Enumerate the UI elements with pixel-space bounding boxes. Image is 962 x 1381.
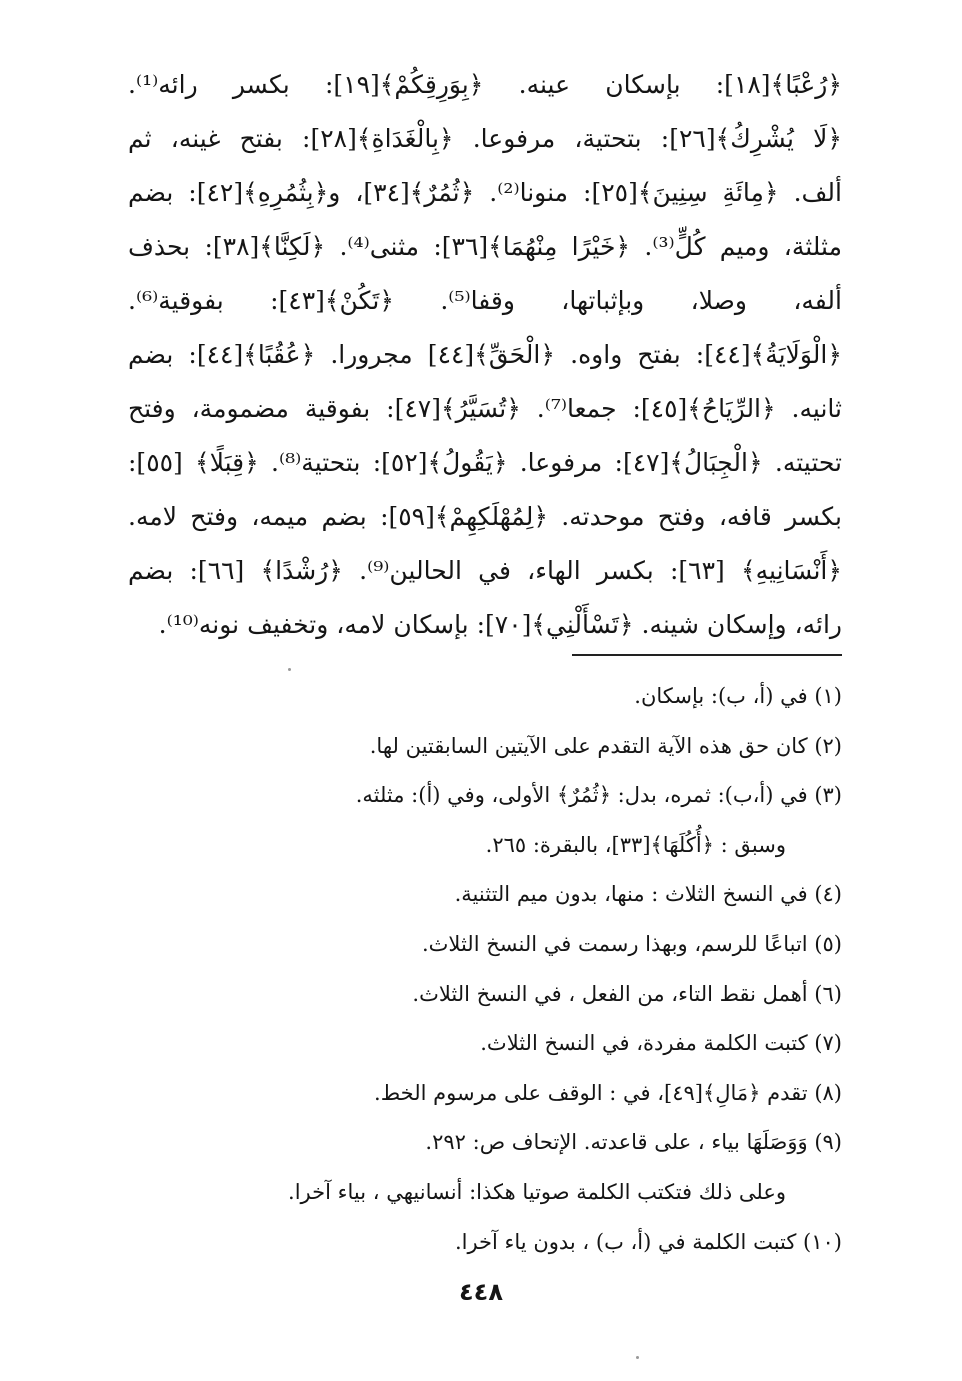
footnote: (٣) في (أ،ب): ثمره، بدل: ﴿ثُمُرٌ﴾ الأولى، وفي (أ): مثلثه. bbox=[355, 783, 842, 808]
text-line: رائه، وإسكان شينه. ﴿تَسْأَلْنِي﴾[٧٠]: بإسكان لامه، وتخفيف نونه⁽¹⁰⁾. bbox=[158, 610, 842, 639]
text-line: ﴿الْوَلَايَةُ﴾[٤٤]: بفتح واوه. ﴿الْحَقِّ﴾[٤٤] مجرورا. ﴿عُقُبًا﴾[٤٤]: بضم bbox=[128, 340, 842, 369]
footnote-continuation: وسبق : ﴿أُكُلَهَا﴾[٣٣]، بالبقرة: ٢٦٥. bbox=[485, 832, 786, 857]
footnote: (١٠) كتبت الكلمة في (أ، ب) ، بدون ياء آخرا. bbox=[454, 1229, 842, 1254]
text-line: ﴿لَا يُشْرِكُ﴾[٢٦]: بتحتية، مرفوعا. ﴿بِالْغَدَاةِ﴾[٢٨]: بفتح غينه، ثم bbox=[128, 124, 842, 153]
footnote: (٦) أهمل نقط التاء، من الفعل ، في النسخ الثلاث. bbox=[412, 981, 842, 1006]
text-line: ألفه، وصلا، وبإثباتها، وقفا⁽⁵⁾. ﴿تَكُنْ﴾[٤٣]: بفوقية⁽⁶⁾. bbox=[128, 286, 842, 315]
footnote: (٤) في النسخ الثلاث : منها، بدون ميم التثنية. bbox=[454, 882, 842, 907]
text-line: تحتيته. ﴿الْجِبَالُ﴾[٤٧]: مرفوعا. ﴿يَقُولُ﴾[٥٢]: بتحتية⁽⁸⁾. ﴿قِبَلًا﴾ [٥٥]: bbox=[128, 448, 842, 477]
footnote: (٥) اتباعًا للرسم، وبهذا رسمت في النسخ الثلاث. bbox=[421, 931, 842, 956]
text-line: ألف. ﴿مِائَةِ سِنِينَ﴾[٢٥]: منونا⁽²⁾. ﴿ثُمُرٌ﴾[٣٤]، و﴿بِثُمُرِهِ﴾[٤٢]: بضم bbox=[128, 178, 842, 207]
text-line: ﴿أَنْسَانِيهِ﴾ [٦٣]: بكسر الهاء، في الحالين⁽⁹⁾. ﴿رُشْدًا﴾ [٦٦]: بضم bbox=[128, 556, 842, 585]
scan-speck bbox=[636, 1356, 639, 1359]
footnote-continuation: وعلى ذلك فتكتب الكلمة صوتيا هكذا: أنسانيهي ، بياء آخرا. bbox=[288, 1179, 786, 1204]
footnote: (٩) وَوَصَلَهَا بياء ، على قاعدته. الإتحاف ص: ٢٩٢. bbox=[425, 1130, 842, 1155]
footnote-divider bbox=[572, 654, 842, 656]
scan-speck bbox=[288, 668, 291, 671]
text-line: ثانيه. ﴿الرِّيَاحُ﴾[٤٥]: جمعا⁽⁷⁾. ﴿تُسَيَّرُ﴾[٤٧]: بفوقية مضمومة، وفتح bbox=[128, 394, 842, 423]
footnote: (١) في (أ، ب): بإسكان. bbox=[634, 684, 842, 708]
footnotes bbox=[150, 672, 842, 1267]
text-line: مثلثة، وميم كُلٍّ⁽³⁾. ﴿خَيْرًا مِنْهُمَا﴾[٣٦]: مثنى⁽⁴⁾. ﴿لَكِنَّا﴾[٣٨]: بحذف bbox=[128, 232, 842, 261]
footnote: (٧) كتبت الكلمة مفردة، في النسخ الثلاث. bbox=[480, 1031, 842, 1056]
page-number: ٤٤٨ bbox=[459, 1278, 503, 1306]
footnote: (٢) كان حق هذه الآية التقدم على الآيتين السابقتين لها. bbox=[369, 733, 842, 758]
text-line: ﴿رُعْبًا﴾[١٨]: بإسكان عينه. ﴿بِوَرِقِكُمْ﴾[١٩]: بكسر رائه⁽¹⁾. bbox=[128, 70, 842, 99]
footnote: (٨) تقدم ﴿مَالِ﴾[٤٩]، في : الوقف على مرسوم الخط. bbox=[374, 1080, 842, 1105]
main-text-block bbox=[128, 58, 842, 652]
text-line: بكسر قافه، وفتح موحدته. ﴿لِمُهْلَكِهِمْ﴾[٥٩]: بضم ميمه، وفتح لامه. bbox=[128, 502, 842, 531]
